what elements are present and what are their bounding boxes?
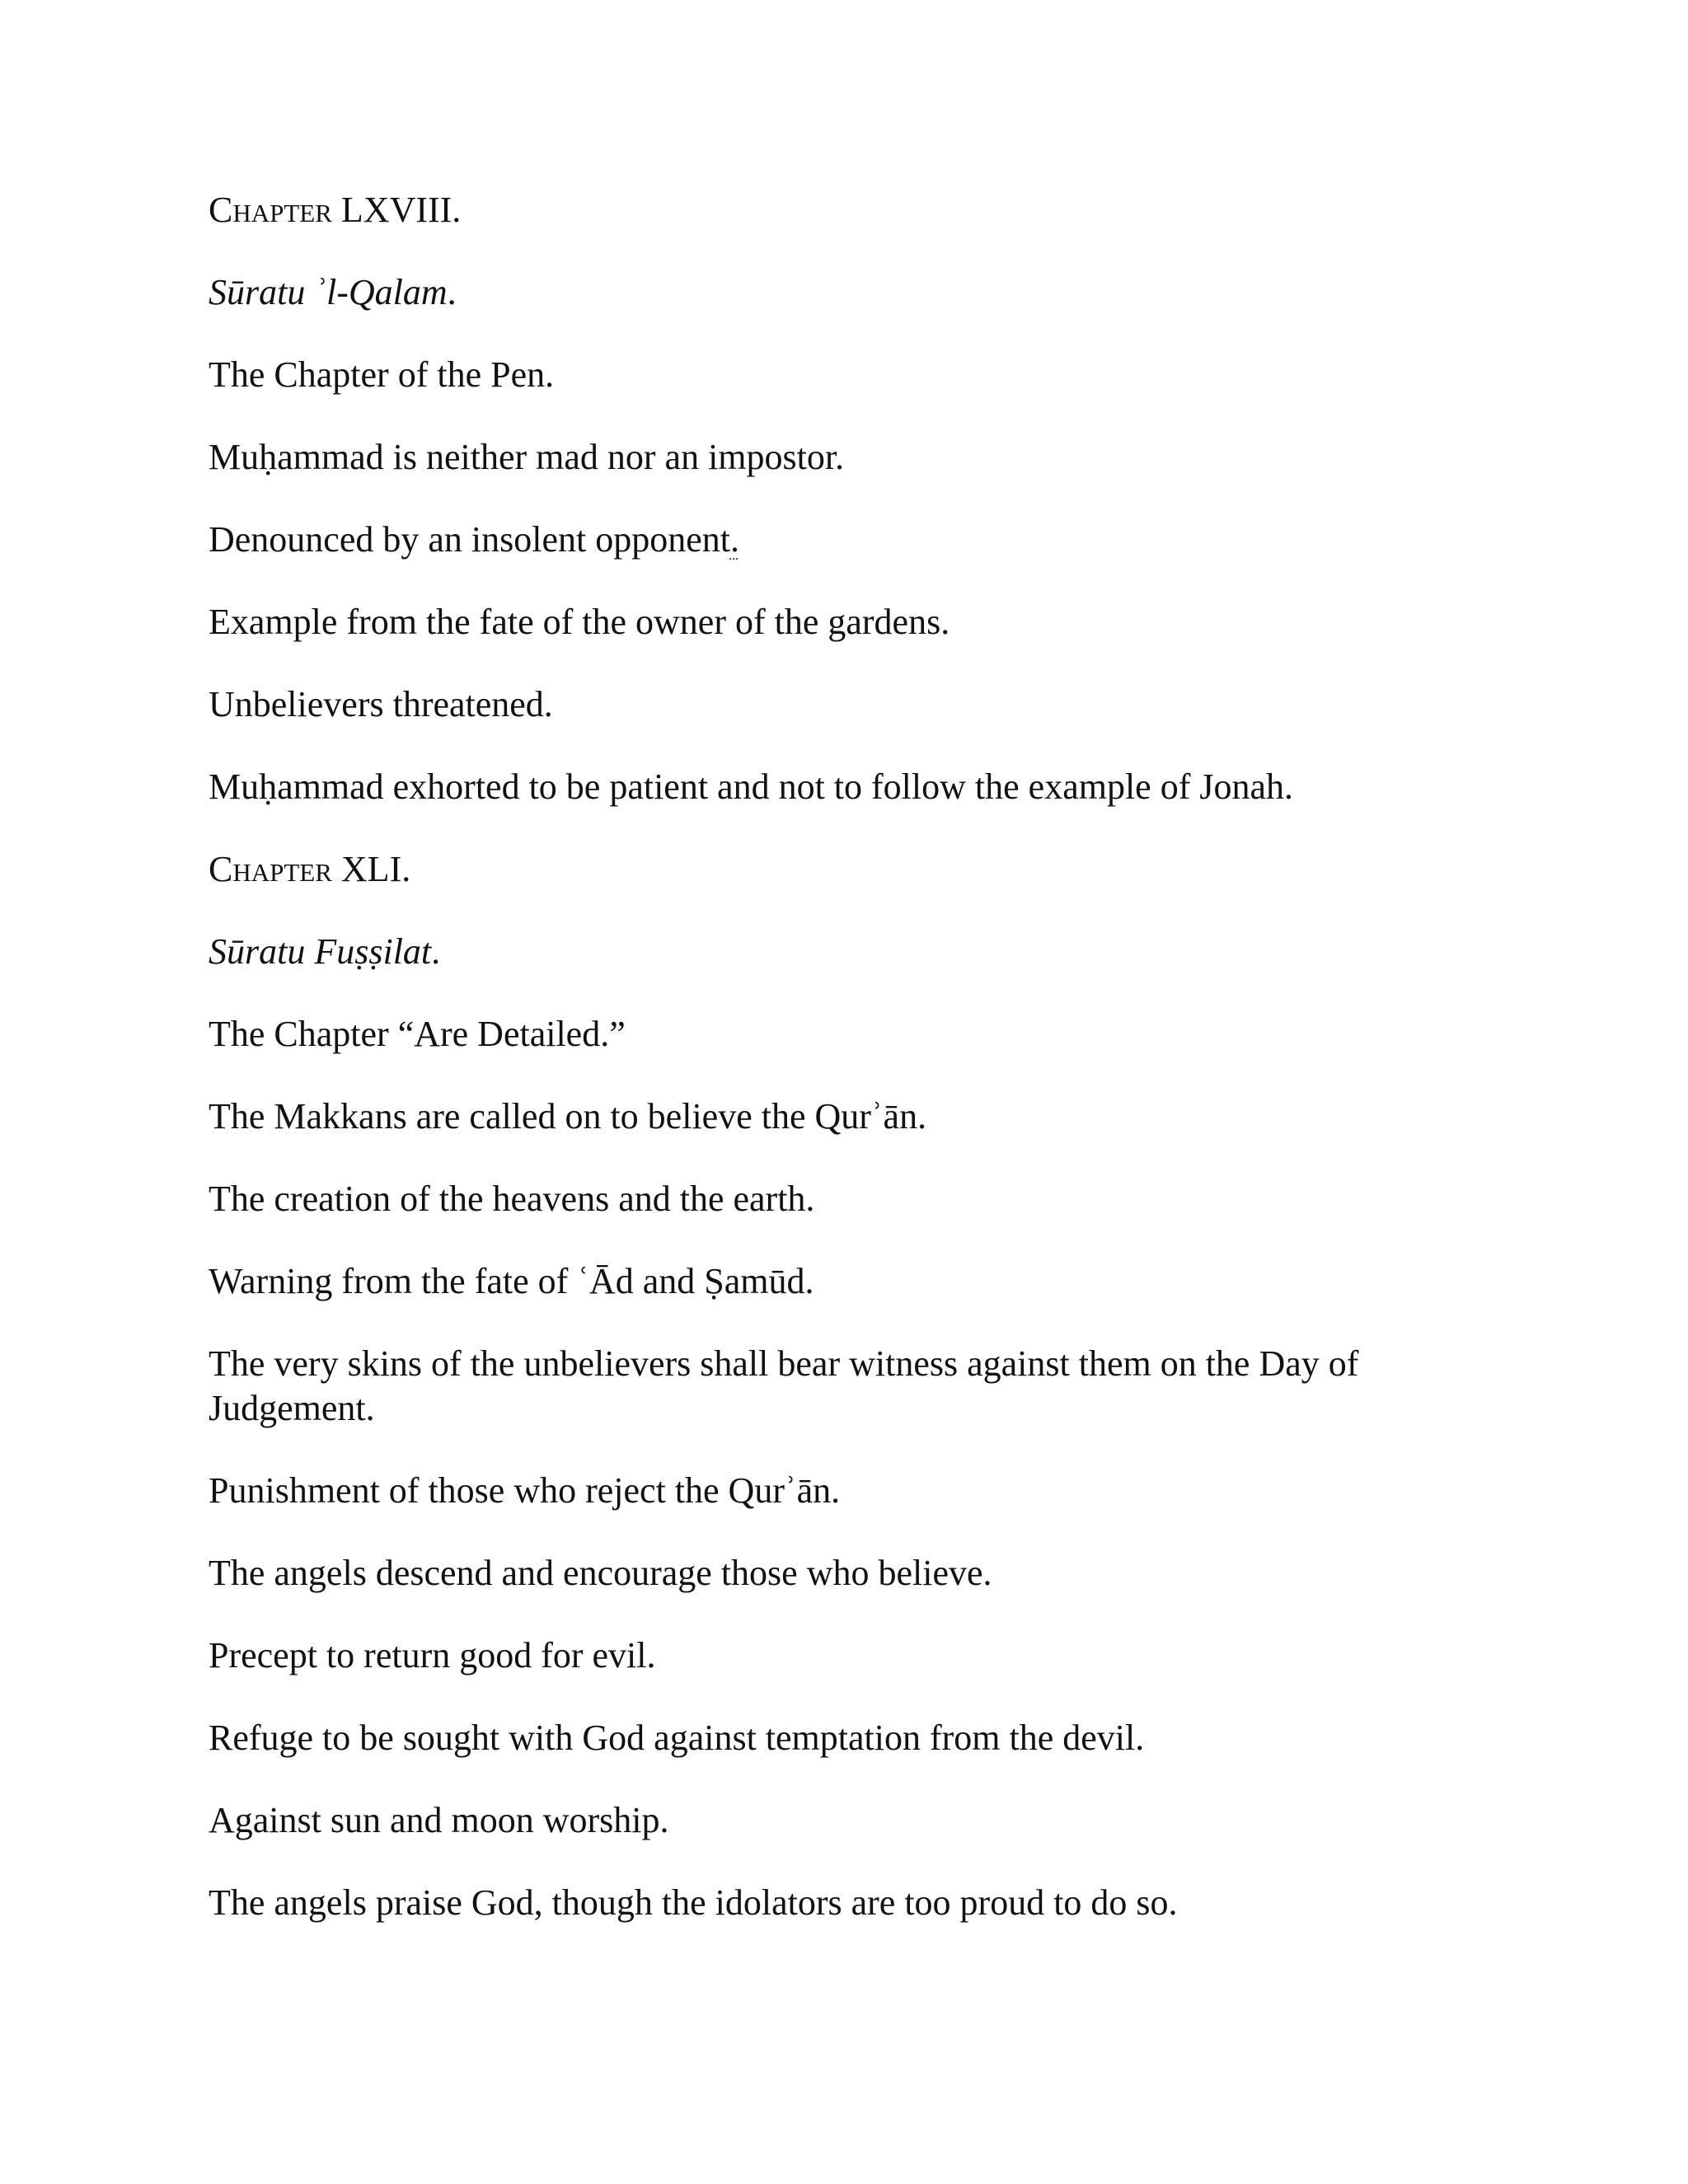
- surah-title-period: .: [431, 931, 441, 972]
- summary-item: Muḥammad is neither mad nor an impostor.: [209, 437, 845, 477]
- surah-title-period: .: [447, 272, 457, 312]
- document-page: [209, 188, 1494, 1963]
- summary-item: Against sun and moon worship.: [209, 1800, 669, 1840]
- spellcheck-marked-period: .: [729, 519, 739, 560]
- summary-item-text: Denounced by an insolent opponent: [209, 519, 730, 560]
- summary-item: Unbelievers threatened.: [209, 684, 553, 724]
- summary-item: Punishment of those who reject the Qurʾān.: [209, 1470, 841, 1511]
- summary-item: The creation of the heavens and the earth.: [209, 1179, 815, 1219]
- summary-item: The very skins of the unbelievers shall bear witness against them on the Day of Judgement.: [209, 1343, 1359, 1428]
- chapter-heading: Chapter LXVIII.: [209, 190, 462, 230]
- chapter-subtitle: The Chapter of the Pen.: [209, 354, 555, 395]
- summary-item: The angels descend and encourage those who believe.: [209, 1553, 992, 1593]
- surah-title-text: Sūratu ʾl-Qalam: [209, 272, 448, 312]
- summary-item: Refuge to be sought with God against temptation from the devil.: [209, 1718, 1145, 1758]
- summary-item: The Makkans are called on to believe the Qurʾān.: [209, 1096, 927, 1137]
- surah-title: [209, 270, 1494, 315]
- summary-item: Muḥammad exhorted to be patient and not to follow the example of Jonah.: [209, 766, 1294, 807]
- summary-item: The angels praise God, though the idolators are too proud to do so.: [209, 1882, 1178, 1923]
- surah-title: [209, 930, 1494, 974]
- summary-item: Warning from the fate of ʿĀd and Ṣamūd.: [209, 1261, 814, 1301]
- chapter-subtitle: The Chapter “Are Detailed.”: [209, 1014, 626, 1054]
- summary-item: Precept to return good for evil.: [209, 1635, 656, 1675]
- summary-item: [209, 518, 1494, 562]
- surah-title-text: Sūratu Fuṣṣilat: [209, 931, 432, 972]
- summary-item: Example from the fate of the owner of the gardens.: [209, 602, 950, 642]
- chapter-heading: Chapter XLI.: [209, 849, 411, 889]
